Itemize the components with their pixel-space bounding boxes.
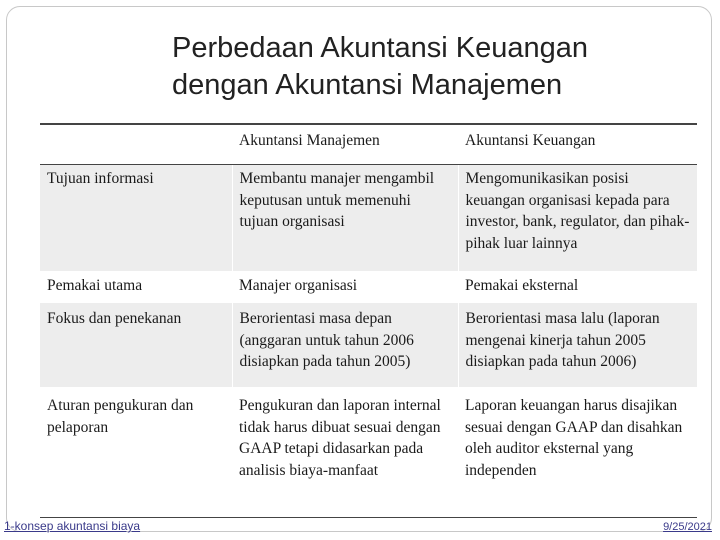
management-cell: Manajer organisasi bbox=[232, 271, 458, 303]
title-line-1: Perbedaan Akuntansi Keuangan bbox=[172, 32, 589, 64]
header-cell-empty bbox=[40, 124, 232, 165]
row-label: Aturan pengukuran dan pelaporan bbox=[40, 387, 232, 518]
table-header-row bbox=[40, 124, 697, 165]
header-management-accounting: Akuntansi Manajemen bbox=[232, 124, 458, 165]
financial-cell: Laporan keuangan harus disajikan sesuai dengan GAAP dan disahkan oleh auditor eksternal yang independen bbox=[458, 387, 697, 518]
financial-cell: Mengomunikasikan posisi keuangan organisasi kepada para investor, bank, regulator, dan pihak-pihak luar lainnya bbox=[458, 165, 697, 272]
table-row bbox=[40, 271, 697, 303]
management-cell: Membantu manajer mengambil keputusan untuk memenuhi tujuan organisasi bbox=[232, 165, 458, 272]
financial-cell: Pemakai eksternal bbox=[458, 271, 697, 303]
management-cell: Berorientasi masa depan (anggaran untuk tahun 2006 disiapkan pada tahun 2005) bbox=[232, 303, 458, 387]
row-label: Fokus dan penekanan bbox=[40, 303, 232, 387]
footer-course-label: 1-konsep akuntansi biaya bbox=[4, 519, 141, 533]
footer-date: 9/25/2021 bbox=[663, 521, 712, 533]
title-line-2: dengan Akuntansi Manajemen bbox=[172, 69, 563, 101]
financial-cell: Berorientasi masa lalu (laporan mengenai kinerja tahun 2005 disiapkan pada tahun 2006) bbox=[458, 303, 697, 387]
management-cell: Pengukuran dan laporan internal tidak harus dibuat sesuai dengan GAAP tetapi didasarkan pada analisis biaya-manfaat bbox=[232, 387, 458, 518]
table-row bbox=[40, 387, 697, 518]
row-label: Tujuan informasi bbox=[40, 165, 232, 272]
header-financial-accounting: Akuntansi Keuangan bbox=[458, 124, 697, 165]
table-row bbox=[40, 303, 697, 387]
slide-title bbox=[172, 30, 692, 104]
comparison-table bbox=[40, 123, 697, 518]
row-label: Pemakai utama bbox=[40, 271, 232, 303]
table-row bbox=[40, 165, 697, 272]
